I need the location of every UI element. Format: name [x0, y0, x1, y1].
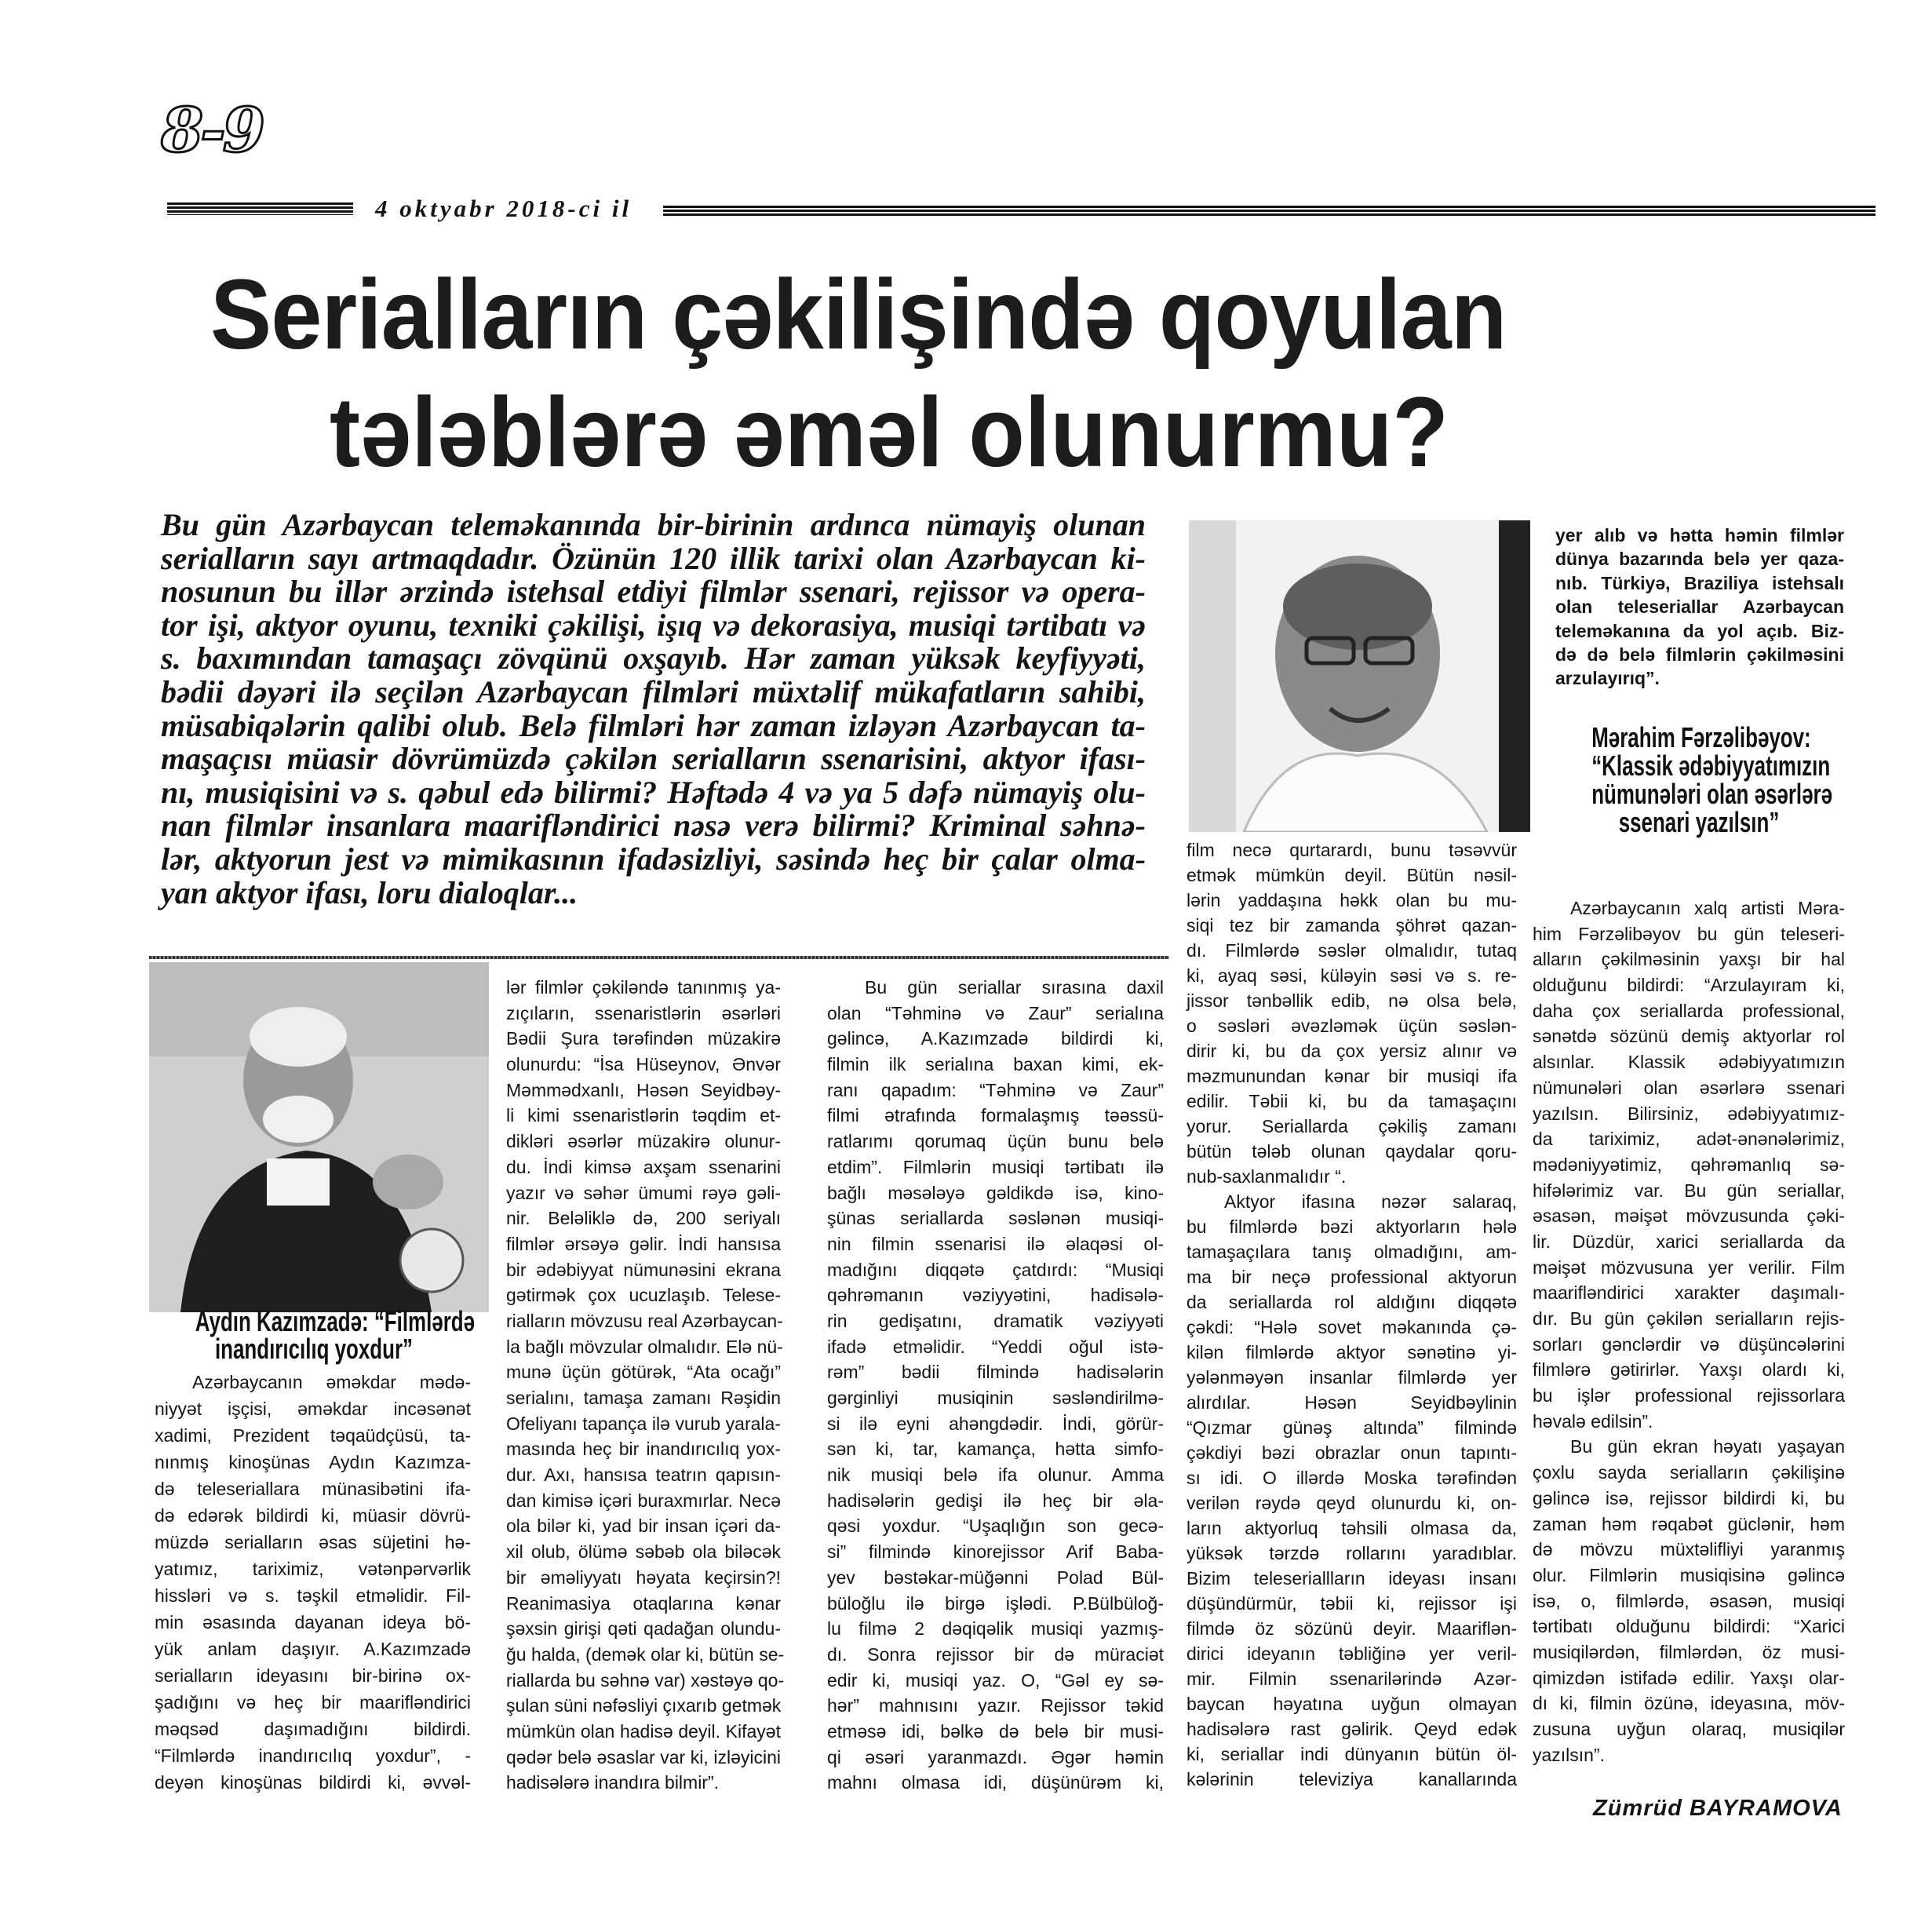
text-line: verilən rəydə qeyd olunurdu ki, on-: [1187, 1493, 1517, 1513]
text-line: gəlincə, A.Kazımzadə bildirdi ki,: [827, 1028, 1164, 1049]
text-line: ranı qapadım: “Təhminə və Zaur”: [827, 1079, 1164, 1100]
text-line: Ofeliyanı tapança ilə vurub yarala-: [506, 1413, 781, 1434]
text-line: nümunələri olan əsərlərə ssenari: [1533, 1077, 1845, 1098]
article-column-2: [506, 975, 785, 1796]
text-line: lir. Düzdür, xarici seriallarda da: [1533, 1231, 1845, 1252]
text-line: si ilə eyni ahəngdədir. İndi, görür-: [827, 1413, 1164, 1434]
text-line: madığını diqqətə çatdırdı: “Musiqi: [827, 1259, 1164, 1280]
text-line: çəkdiyi bəzi obrazlar onun tapıntı-: [1187, 1443, 1517, 1463]
text-line: tamaşaçılara tanış olmadığını, am-: [1187, 1242, 1517, 1262]
header-rule-right: [663, 206, 1875, 217]
text-line: film necə qurtarardı, bunu təsəvvür: [1187, 840, 1517, 860]
text-line: serialını, tamaşa zamanı Rəşidin: [506, 1388, 781, 1408]
text-line: ki, seriallar indi dünyanın bütün öl-: [1187, 1744, 1517, 1764]
text-line: lərin yaddaşına həkk olan bu mu-: [1187, 890, 1517, 910]
text-line: də də belə filmlərin çəkilməsini: [1555, 644, 1844, 665]
text-line: siqi tez bir zamanda şöhrət qazan-: [1187, 915, 1517, 936]
text-line: əsasən, məişət mövzusunda çəki-: [1533, 1206, 1845, 1227]
text-line: etməsə idi, bəlkə də belə bir musi-: [827, 1720, 1164, 1742]
text-line: şünas seriallarda səslənən musiqi-: [827, 1208, 1164, 1229]
text-line: filmdə öz sözünü deyir. Maariflən-: [1187, 1618, 1517, 1639]
article-column-3: [827, 975, 1164, 1796]
text-line: daha çox seriallarda professional,: [1533, 1000, 1845, 1021]
text-line: bağlı məsələyə gəldikdə isə, kino-: [827, 1182, 1164, 1203]
text-line: Bu gün ekran həyatı yaşayan: [1570, 1436, 1845, 1457]
subheading-line: nümunələri olan əsərlərə: [1591, 778, 1833, 810]
text-line: şadığını və heç bir maarifləndirici: [155, 1692, 471, 1713]
text-line: mümkün olan hadisə deyil. Kifayət: [506, 1720, 781, 1742]
text-line: lu filmə 2 dəqiqəlik musiqi yazmış-: [827, 1618, 1164, 1640]
text-line: yorur. Seriallarda çəkiliş zamanı: [1187, 1116, 1517, 1136]
article-column-4: [1187, 837, 1517, 1792]
text-line: məişət mözvusuna yer verilir. Film: [1533, 1257, 1845, 1278]
lead-line: müsabiqələrin qalibi olub. Belə filmləri hər zaman izləyən Azərbaycan ta-: [161, 707, 1146, 743]
author-byline: Zümrüd BAYRAMOVA: [1593, 1796, 1843, 1821]
text-line: Aktyor ifasına nəzər salaraq,: [1224, 1191, 1517, 1212]
text-line: ların aktyorluq təhsili olmasa da,: [1187, 1518, 1517, 1538]
text-line: çəkdi: “Hələ sovet məkanında çə-: [1187, 1317, 1517, 1337]
text-line: filmlərə gətirirlər. Yaxşı olardı ki,: [1533, 1359, 1845, 1381]
text-line: qədər belə əsaslar var ki, izləyicini: [506, 1746, 781, 1767]
text-line: ola bilər ki, yad bir insan içəri da-: [506, 1516, 781, 1537]
text-line: da tariximiz, adət-ənənələrimiz,: [1533, 1129, 1845, 1150]
text-line: Məmmədxanlı, Həsən Seyidbəy-: [506, 1079, 781, 1100]
text-line: nik musiqi belə ifa olunur. Amma: [827, 1465, 1164, 1486]
text-line: alsınlar. Klassik ədəbiyyatımızın: [1533, 1052, 1845, 1073]
text-line: sorları gənclərdir və düşüncələrini: [1533, 1333, 1845, 1355]
text-line: “Filmlərdə inandırıcılıq yoxdur”, -: [155, 1745, 471, 1766]
text-line: qəsi yoxdur. “Uşaqlığın son gecə-: [827, 1516, 1164, 1537]
text-line: olan teleseriallar Azərbaycan: [1555, 596, 1844, 618]
text-line: yatımız, tariximiz, vətənpərvərlik: [155, 1559, 471, 1579]
headline-line-1: Serialların çəkilişində qoyulan: [210, 259, 1507, 370]
text-line: hifələrimiz var. Bu gün seriallar,: [1533, 1180, 1845, 1201]
text-line: də edərək bildirdi ki, müasir dövrü-: [155, 1505, 471, 1526]
text-line: müzdə serialların əsas süjetini hə-: [155, 1532, 471, 1552]
text-line: düşündürmür, təbii ki, rejissor işi: [1187, 1593, 1517, 1614]
text-line: qimizdən istifadə edilir. Yaxşı olar-: [1533, 1667, 1845, 1688]
text-line: munə üçün götürək, “Ata ocağı”: [506, 1362, 781, 1383]
headline-line-2: tələblərə əməl olunurmu?: [330, 377, 1449, 487]
text-line: ma bir neçə professional aktyorun: [1187, 1267, 1517, 1287]
text-line: musiqilərdən, filmlərdən, öz musi-: [1533, 1641, 1845, 1662]
text-line: ifadə etməlidir. “Yeddi oğul istə-: [827, 1336, 1164, 1357]
header-rule-left: [167, 202, 353, 215]
subheading-line: ssenari yazılsın”: [1618, 806, 1780, 838]
text-line: etmək mümkün deyil. Bütün nəsil-: [1187, 865, 1517, 885]
subheading-line: “Klassik ədəbiyyatımızın: [1591, 750, 1831, 782]
text-line: Bizim teleseriallların ideyası insanı: [1187, 1568, 1517, 1589]
text-line: dirir ki, bu da çox yersiz alınır və: [1187, 1041, 1517, 1061]
text-line: jissor tənbəllik edib, nə olsa belə,: [1187, 990, 1517, 1011]
text-line: də mövzu müxtəlifliyi yaranmış: [1533, 1539, 1845, 1560]
text-line: dur. Axı, hansısa teatrın qapısın-: [506, 1465, 781, 1486]
text-line: mir. Filmin ssenarilərində Azər-: [1187, 1669, 1517, 1689]
text-line: bir ədəbiyyat nümunəsini ekrana: [506, 1259, 781, 1280]
text-line: rialların mövzusu real Azərbaycan-: [506, 1310, 783, 1331]
text-line: du. İndi kimsə axşam ssenarini: [506, 1156, 781, 1177]
text-line: məzmunundan kənar bir musiqi ifa: [1187, 1066, 1517, 1086]
text-line: Azərbaycanın xalq artisti Məra-: [1570, 898, 1845, 918]
text-line: Azərbaycanın əməkdar mədə-: [192, 1372, 471, 1392]
text-line: edir ki, musiqi yaz. O, “Gəl ey sə-: [827, 1669, 1164, 1691]
portrait-elderly-man-glasses-image: [1189, 520, 1530, 832]
text-line: qəhrəmanın vəziyyətini, hadisələ-: [827, 1285, 1164, 1306]
subheading-line: Mərahim Fərzəlibəyov:: [1591, 721, 1811, 753]
text-line: gərginliyi musiqinin səsləndirilmə-: [827, 1388, 1164, 1408]
lead-line: yan aktyor ifası, loru dialoqlar...: [161, 874, 578, 910]
text-line: hadisələrin gedişi ilə heç bir əla-: [827, 1490, 1164, 1511]
text-line: yer alıb və hətta həmin filmlər: [1555, 525, 1844, 545]
text-line: “Qızmar günəş altında” filmində: [1187, 1417, 1517, 1438]
text-line: sı idi. O illərdə Moska tərəfindən: [1187, 1468, 1517, 1488]
lead-line: serialların sayı artmaqdadır. Özünün 120 illik tarixi olan Azərbaycan ki-: [161, 540, 1146, 576]
text-line: bu filmlərdə bəzi aktyorların hələ: [1187, 1217, 1517, 1237]
text-line: li kimi ssenaristlərin təqdim et-: [506, 1105, 781, 1126]
text-line: şulan süni nəfəsliyi çıxarıb getmək: [506, 1695, 782, 1716]
text-line: rəm” bədii filmində hadisələrin: [827, 1362, 1164, 1383]
text-line: la bağlı mövzular olmalıdır. Elə nü-: [506, 1336, 783, 1357]
text-line: yazır və səhər ümumi rəyə gəli-: [506, 1182, 781, 1203]
text-line: kilən filmlərdə aktyor sənətinə yi-: [1187, 1342, 1517, 1362]
text-line: nınmış kinoşünas Aydın Kazımza-: [155, 1452, 471, 1472]
text-line: yük anlam daşıyır. A.Kazımzadə: [155, 1639, 471, 1659]
text-line: çoxlu sayda serialların çəkilişinə: [1533, 1462, 1845, 1483]
text-line: dan kimisə içəri buraxmırlar. Necə: [506, 1490, 781, 1511]
text-line: yazılsın”.: [1533, 1744, 1606, 1765]
photo-merahim-ferzelibeyov: [1189, 520, 1530, 832]
text-line: filmi ətrafında formalaşmış təəssü-: [827, 1105, 1164, 1126]
text-line: hər” mahnısını yazır. Rejissor təkid: [827, 1695, 1164, 1716]
text-line: olan “Təhminə və Zaur” serialına: [827, 1002, 1164, 1023]
text-line: him Fərzəlibəyov bu gün teleseri-: [1533, 923, 1845, 944]
lead-line: maşaçısı müasir dövrümüzdə çəkilən serialların ssenarisini, aktyor ifası-: [161, 741, 1146, 777]
text-line: hadisələrə rast gəlirik. Qeyd edək: [1187, 1719, 1517, 1739]
text-line: deyən kinoşünas bildirdi ki, əvvəl-: [155, 1772, 471, 1793]
text-line: dır. Bu gün çəkilən serialların rejis-: [1533, 1308, 1845, 1329]
text-line: arzulayırıq”.: [1555, 668, 1660, 689]
text-line: olduğunu bildirdi: “Arzulayıram ki,: [1533, 975, 1845, 996]
text-line: büloğlu ilə birgə işlədi. P.Bülbüloğ-: [827, 1592, 1164, 1614]
text-line: da seriallarda rol aldığını diqqətə: [1187, 1292, 1517, 1312]
section-divider: [149, 956, 1169, 959]
text-line: zaman həm rəqabət güclənir, həm: [1533, 1513, 1845, 1534]
text-line: alların çəkilməsinin yaxşı bir hal: [1533, 949, 1845, 970]
text-line: dirici ideyanın təbliğinə yer veril-: [1187, 1643, 1517, 1664]
text-line: Bu gün seriallar sırasına daxil: [865, 977, 1164, 998]
text-line: dikləri əsərlər müzakirə olunur-: [506, 1131, 781, 1152]
text-line: zıçıların, ssenaristlərin əsərləri: [506, 1002, 781, 1023]
text-line: mahnı olmasa idi, düşünürəm ki,: [827, 1772, 1164, 1793]
text-line: yələnməyən insanlar filmlərdə yer: [1187, 1367, 1517, 1388]
subheading-line: inandırıcılıq yoxdur”: [214, 1333, 414, 1365]
text-line: Bədii Şura tərəfindən müzakirə: [506, 1028, 781, 1049]
text-line: yazılsın. Bilirsiniz, ədəbiyyatımız-: [1533, 1103, 1845, 1124]
text-line: gəlincə isə, rejissor bildirdi ki, bu: [1533, 1487, 1845, 1508]
text-line: Reanimasiya otaqlarına kənar: [506, 1592, 781, 1614]
text-line: niyyət işçisi, əməkdar incəsənət: [155, 1399, 471, 1419]
text-line: mədəniyyətimiz, qəhrəmanlıq sə-: [1533, 1154, 1845, 1175]
text-line: filmlər ərsəyə gəlir. İndi hansısa: [506, 1233, 781, 1254]
text-line: nıb. Türkiyə, Braziliya istehsalı: [1555, 572, 1844, 593]
text-line: dı. Sonra rejissor bir də müraciət: [827, 1643, 1164, 1665]
text-line: həvalə edilsin”.: [1533, 1410, 1653, 1432]
subheading-kazimzade: [149, 1305, 479, 1365]
text-line: rin gedişatını, dramatik vəziyyəti: [827, 1310, 1164, 1331]
lead-line: nosunun bu illər ərzində istehsal etdiyi filmlər ssenari, rejissor və opera-: [161, 574, 1146, 610]
text-line: serialların ideyasını bir-birinə ox-: [155, 1665, 471, 1686]
text-line: nub-saxlanmalıdır “.: [1187, 1166, 1347, 1187]
text-line: ğu halda, (demək olar ki, bütün se-: [506, 1643, 785, 1665]
text-line: masında heç bir inandırıcılıq yox-: [506, 1439, 781, 1460]
issue-date: 4 oktyabr 2018-ci il: [375, 195, 632, 222]
lead-line: Bu gün Azərbaycan teleməkanında bir-birinin ardınca nümayiş olunan: [161, 507, 1146, 542]
text-line: qi əsəri yaranmazdı. Əgər həmin: [827, 1746, 1164, 1767]
text-line: teleməkanına da yol açıb. Biz-: [1555, 620, 1844, 641]
article-column-1: [155, 1369, 471, 1796]
text-line: gətirmək çox ucuzlaşıb. Telese-: [506, 1285, 781, 1306]
lead-paragraph: [161, 509, 1146, 910]
photo-aydin-kazimzade: [149, 962, 489, 1312]
text-line: yev bəstəkar-müğənni Polad Bül-: [827, 1567, 1164, 1588]
text-line: baycan həyatına uyğun olmayan: [1187, 1694, 1517, 1714]
text-line: xadimi, Prezident təqaüdçüsü, ta-: [155, 1425, 471, 1446]
text-line: olur. Filmlərin musiqisinə gəlincə: [1533, 1564, 1845, 1585]
text-line: edilir. Təbii ki, bu da tamaşaçını: [1187, 1091, 1517, 1111]
lead-line: lər, aktyorun jest və mimikasının ifadəsizliyi, səsində heç bir çalar olma-: [161, 841, 1146, 877]
subheading-ferzelibeyov: [1550, 721, 1848, 838]
text-line: lər filmlər çəkiləndə tanınmış ya-: [506, 977, 781, 998]
text-line: maarifləndirici xarakter daşımalı-: [1533, 1282, 1845, 1304]
text-line: dünya bazarında belə yer qaza-: [1555, 549, 1844, 570]
text-line: də teleseriallara münasibətini ifa-: [155, 1479, 471, 1499]
article-column-5-top: [1555, 523, 1844, 691]
text-line: tərtibatı olduğunu bildirdi: “Xarici: [1533, 1616, 1845, 1637]
text-line: isə, o, filmlərdə, əsasən, musiqi: [1533, 1590, 1845, 1611]
text-line: xil olub, ölümə səbəb ola biləcək: [506, 1541, 781, 1563]
text-line: riallarda bu səhnə var) xəstəyə qo-: [506, 1669, 785, 1691]
subheading-line: Aydın Kazımzadə: “Filmlərdə: [195, 1305, 476, 1337]
text-line: kələrinin televiziya kanallarında: [1187, 1769, 1517, 1789]
text-line: sənətdə sözünü demiş aktyorlar rol: [1533, 1026, 1845, 1047]
article-column-5: [1533, 896, 1845, 1767]
text-line: olunurdu: “İsa Hüseynov, Ənvər: [506, 1054, 781, 1075]
text-line: məqsəd daşımadığını bildirdi.: [155, 1719, 471, 1739]
text-line: dı. Filmlərdə səslər olmalıdır, tutaq: [1187, 940, 1517, 961]
page-number: 8-9: [161, 95, 262, 166]
text-line: bir əməliyyatı həyata keçirsin?!: [506, 1567, 781, 1588]
text-line: ratlarımı qorumaq üçün bunu belə: [827, 1131, 1164, 1152]
portrait-man-gesturing-image: [149, 962, 489, 1312]
text-line: min əsasında dayanan ideya bö-: [155, 1612, 471, 1632]
text-line: nir. Beləliklə də, 200 seriyalı: [506, 1208, 781, 1229]
lead-line: s. baxımından tamaşaçı zövqünü oxşayıb. Hər zaman yüksək keyfiyyəti,: [161, 640, 1146, 677]
text-line: etdim”. Filmlərin musiqi tərtibatı ilə: [827, 1156, 1164, 1177]
lead-line: nı, musiqisini və s. qəbul edə bilirmi? Həftədə 4 və ya 5 dəfə nümayiş olu-: [161, 774, 1146, 810]
text-line: ki, ayaq səsi, küləyin səsi və s. re-: [1187, 965, 1517, 986]
text-line: bu işlər professional rejissorlara: [1533, 1385, 1845, 1406]
text-line: nin filmin ssenarisi ilə əlaqəsi ol-: [827, 1233, 1164, 1254]
text-line: sən ki, tar, kamança, hətta simfo-: [827, 1439, 1164, 1460]
lead-line: bədii dəyəri ilə seçilən Azərbaycan filmləri müxtəlif mükafatların sahibi,: [161, 673, 1146, 709]
text-line: yüksək tərzdə rollarını yaradıblar.: [1187, 1543, 1517, 1563]
lead-line: nan filmlər insanlara maarifləndirici nəsə verə bilirmi? Kriminal səhnə-: [161, 808, 1146, 844]
text-line: si” filmində kinorejissor Arif Baba-: [827, 1541, 1164, 1563]
text-line: hadisələrə inandıra bilmir”.: [506, 1772, 720, 1793]
text-line: alırdılar. Həsən Seyidbəylinin: [1187, 1392, 1517, 1413]
text-line: filmin ilk serialına baxan kimi, ek-: [827, 1054, 1164, 1075]
text-line: bütün tələb olunan qaydalar qoru-: [1187, 1141, 1517, 1162]
text-line: zusuna uyğun olaraq, musiqilər: [1533, 1719, 1845, 1739]
lead-line: tor işi, aktyor oyunu, texniki çəkilişi, işıq və dekorasiya, musiqi tərtibatı və: [161, 607, 1146, 643]
text-line: dı ki, filmin özünə, ideyasına, möv-: [1533, 1693, 1845, 1714]
text-line: hissləri və s. təşkil etməlidir. Fil-: [155, 1585, 471, 1606]
text-line: şəxsin girişi qəti qadağan olundu-: [506, 1618, 781, 1640]
text-line: o səsləri əvəzləmək üçün səslən-: [1187, 1016, 1517, 1036]
